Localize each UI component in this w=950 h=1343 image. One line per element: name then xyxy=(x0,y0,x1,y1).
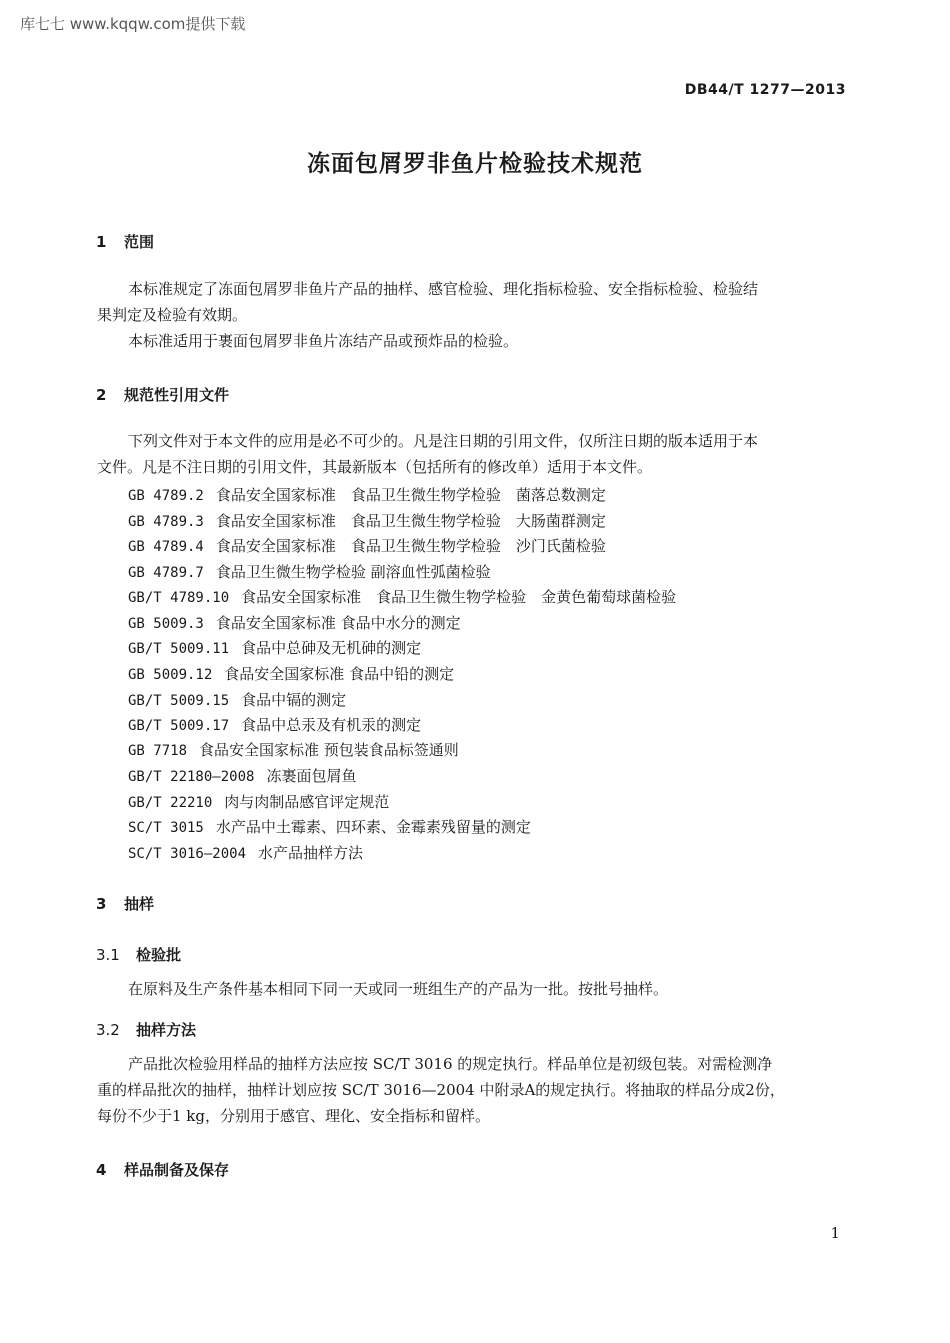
reference-code: GB/T 22210 xyxy=(128,795,213,811)
reference-item xyxy=(128,561,491,582)
section-number: 1 xyxy=(96,233,107,251)
subsection-number: 3.2 xyxy=(96,1021,120,1039)
subsection-3-2-heading xyxy=(96,1019,196,1040)
paragraph-line: 下列文件对于本文件的应用是必不可少的。凡是注日期的引用文件，仅所注日期的版本适用于本 xyxy=(128,432,759,450)
document-title: 冻面包屑罗非鱼片检验技术规范 xyxy=(307,151,643,177)
section-4-heading xyxy=(96,1159,229,1180)
subsection-3-1-heading xyxy=(96,944,181,965)
reference-title: 水产品中土霉素、四环素、金霉素残留量的测定 xyxy=(215,818,531,836)
section-number: 3 xyxy=(96,895,107,913)
reference-code: SC/T 3015 xyxy=(128,820,204,836)
reference-title: 食品安全国家标准 食品卫生微生物学检验 金黄色葡萄球菌检验 xyxy=(241,588,677,606)
paragraph-line: 本标准规定了冻面包屑罗非鱼片产品的抽样、感官检验、理化指标检验、安全指标检验、检验结 xyxy=(128,280,759,298)
reference-item xyxy=(128,816,531,837)
reference-item xyxy=(128,739,459,760)
reference-code: GB/T 5009.15 xyxy=(128,693,230,709)
standard-number: DB44/T 1277—2013 xyxy=(684,82,846,98)
reference-code: GB/T 5009.11 xyxy=(128,641,230,657)
reference-item xyxy=(128,586,676,607)
reference-item xyxy=(128,484,606,505)
section-title: 规范性引用文件 xyxy=(124,386,230,404)
reference-title: 食品安全国家标准 食品中铅的测定 xyxy=(224,665,455,683)
paragraph-line: 果判定及检验有效期。 xyxy=(97,306,248,324)
reference-title: 食品安全国家标准 预包装食品标签通则 xyxy=(199,741,459,759)
reference-code: GB/T 5009.17 xyxy=(128,718,230,734)
reference-item xyxy=(128,612,461,633)
subsection-title: 抽样方法 xyxy=(136,1021,197,1039)
reference-title: 食品中总汞及有机汞的测定 xyxy=(241,716,422,734)
section-number: 4 xyxy=(96,1161,107,1179)
reference-code: GB 4789.2 xyxy=(128,488,204,504)
reference-code: GB 7718 xyxy=(128,743,188,759)
section-title: 样品制备及保存 xyxy=(124,1161,230,1179)
reference-title: 食品中镉的测定 xyxy=(241,691,347,709)
reference-item xyxy=(128,714,421,735)
reference-item xyxy=(128,637,421,658)
reference-code: SC/T 3016—2004 xyxy=(128,846,247,862)
reference-code: GB 4789.4 xyxy=(128,539,204,555)
reference-title: 肉与肉制品感官评定规范 xyxy=(224,793,390,811)
section-1-heading xyxy=(96,231,154,252)
section-title: 抽样 xyxy=(124,895,155,913)
reference-item xyxy=(128,663,454,684)
page-number: 1 xyxy=(830,1224,840,1242)
reference-title: 食品安全国家标准 食品卫生微生物学检验 大肠菌群测定 xyxy=(215,512,606,530)
section-3-heading xyxy=(96,893,154,914)
reference-item xyxy=(128,842,363,863)
reference-title: 食品安全国家标准 食品卫生微生物学检验 沙门氏菌检验 xyxy=(215,537,606,555)
reference-title: 水产品抽样方法 xyxy=(258,844,364,862)
paragraph-line: 本标准适用于裹面包屑罗非鱼片冻结产品或预炸品的检验。 xyxy=(128,332,519,350)
subsection-number: 3.1 xyxy=(96,946,120,964)
watermark: 库七七 www.kqqw.com提供下载 xyxy=(20,15,246,33)
reference-code: GB 5009.12 xyxy=(128,667,213,683)
reference-code: GB/T 4789.10 xyxy=(128,590,230,606)
paragraph-line: 每份不少于1 kg，分别用于感官、理化、安全指标和留样。 xyxy=(97,1107,491,1125)
reference-title: 食品安全国家标准 食品中水分的测定 xyxy=(215,614,461,632)
reference-title: 食品卫生微生物学检验 副溶血性弧菌检验 xyxy=(215,563,491,581)
paragraph-line: 产品批次检验用样品的抽样方法应按 SC/T 3016 的规定执行。样品单位是初级包装。对需检测净 xyxy=(128,1055,773,1073)
reference-code: GB/T 22180—2008 xyxy=(128,769,255,785)
reference-code: GB 5009.3 xyxy=(128,616,204,632)
reference-item xyxy=(128,791,389,812)
reference-item xyxy=(128,689,346,710)
reference-code: GB 4789.3 xyxy=(128,514,204,530)
paragraph-line: 重的样品批次的抽样，抽样计划应按 SC/T 3016—2004 中附录A的规定执行。将抽取的样品分成2份， xyxy=(97,1081,785,1099)
section-number: 2 xyxy=(96,386,107,404)
reference-code: GB 4789.7 xyxy=(128,565,204,581)
subsection-title: 检验批 xyxy=(136,946,182,964)
reference-item xyxy=(128,535,606,556)
section-2-heading xyxy=(96,384,229,405)
reference-title: 食品中总砷及无机砷的测定 xyxy=(241,639,422,657)
paragraph-line: 在原料及生产条件基本相同下同一天或同一班组生产的产品为一批。按批号抽样。 xyxy=(128,980,669,998)
reference-title: 食品安全国家标准 食品卫生微生物学检验 菌落总数测定 xyxy=(215,486,606,504)
reference-item xyxy=(128,765,356,786)
paragraph-line: 文件。凡是不注日期的引用文件，其最新版本（包括所有的修改单）适用于本文件。 xyxy=(97,458,653,476)
section-title: 范围 xyxy=(124,233,155,251)
reference-item xyxy=(128,510,606,531)
reference-title: 冻裹面包屑鱼 xyxy=(266,767,357,785)
